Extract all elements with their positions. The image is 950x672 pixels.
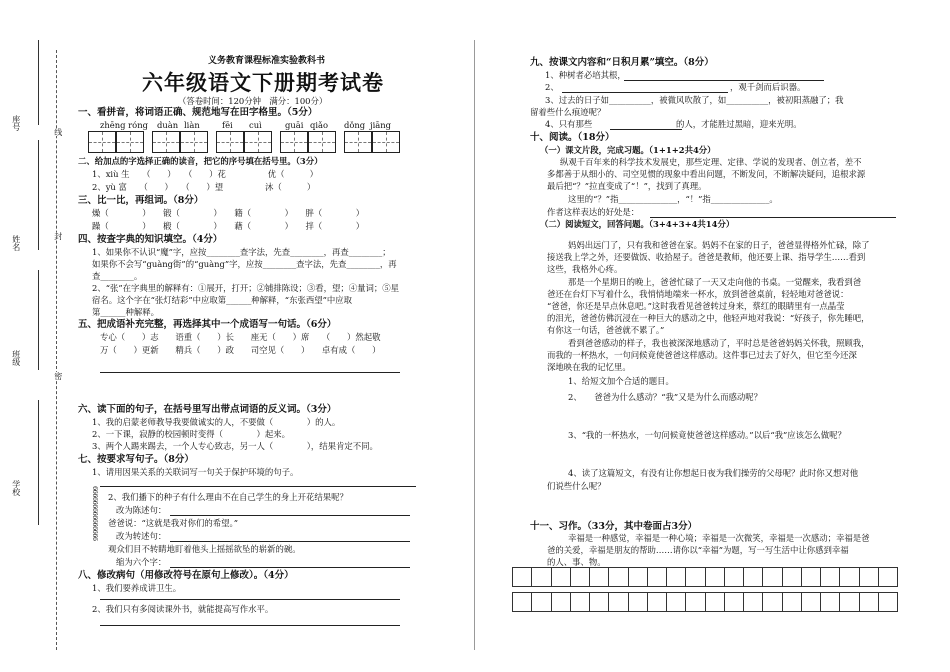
school-label: 学校 xyxy=(11,480,21,496)
q4-p4: 2、“张”在字典里的解释有：①展开，打开；②铺排陈设；③看，望；④量词；⑤星 xyxy=(92,283,400,293)
q10-qa: 1、给短文加个合适的题目。 xyxy=(568,376,674,386)
q10a-p3: 最后把“？”拉直变成了“！”，找到了真理。 xyxy=(547,181,707,191)
q4-p1: 1、如果你不认识“魔”字，应按________查字法，先查________，再查________； xyxy=(92,247,391,257)
q8-l2: 2、我们只有多阅读课外书，就能提高写作水平。 xyxy=(92,604,274,614)
q10b-heading: （二）阅读短文，回答问题。（3+4+3+4共14分） xyxy=(540,219,735,229)
q10-qc: 3、“我的一杯热水，一句问候竟使爸爸这样感动。”以后“我”应该怎么做呢？ xyxy=(568,430,846,440)
q5-heading: 五、把成语补充完整，再选择其中一个成语写一句话。（6分） xyxy=(78,319,337,330)
q4-p6: 第______种解释。 xyxy=(92,307,159,317)
q7-l7: 缩为六个字： xyxy=(116,557,167,567)
q10b-p1: 妈妈出远门了，只有我和爸爸在家。妈妈不在家的日子，爸爸显得格外忙碌，除了 xyxy=(568,240,870,250)
barcode-strip: 666666666666666 xyxy=(90,486,99,541)
pinyin-8: jiāng xyxy=(370,120,392,130)
q7-l1: 1、请用因果关系的关联词写一句关于保护环境的句子。 xyxy=(92,467,299,477)
q6-l3: 3、两个人踢来踢去，一个人专心致志，另一人（ ），结果肯定不同。 xyxy=(92,441,378,451)
q9-l5: 4、只有那些 的人，才能胜过黑暗，迎来光明。 xyxy=(545,119,802,129)
seal-seal-char: 封 xyxy=(53,232,63,240)
q9-blank-2[interactable] xyxy=(562,92,728,93)
q3-heading: 三、比一比，再组词。（8分） xyxy=(78,195,204,206)
q10a-p1: 纵观千百年来的科学技术发展史，那些定理、定律、学说的发现者、创立者，差不 xyxy=(560,157,862,167)
q10a-heading: （一）课文片段，完成习题。（1+1+2共4分） xyxy=(540,145,716,155)
q7-heading: 七、按要求写句子。（8分） xyxy=(78,454,194,465)
pinyin-7: dǒng xyxy=(344,120,366,130)
q7-l5: 改为转述句： xyxy=(116,531,167,541)
q9-blank-1[interactable] xyxy=(624,80,824,81)
school-line xyxy=(38,400,39,525)
seat-label: 座号 xyxy=(11,115,21,131)
pinyin-0: zhēng róng xyxy=(100,120,148,130)
seal-secret-char: 密 xyxy=(53,372,63,380)
exam-meta: （答卷时间：120分钟 满分：100分） xyxy=(178,96,328,106)
q7-answer-line-3[interactable] xyxy=(170,541,410,542)
q10a-answer-line[interactable] xyxy=(650,217,896,218)
pinyin-3: fēi xyxy=(222,120,233,130)
q4-p3: 查________。 xyxy=(92,271,143,281)
q10b-p5: 爸还在台灯下写着什么，我悄悄地端来一杯水，放到爸爸桌前，轻轻地对爸爸说： xyxy=(547,289,849,299)
q1-heading: 一、看拼音，将词语正确、规范地写在田字格里。（5分） xyxy=(78,107,318,118)
seat-line xyxy=(38,40,39,125)
seal-dash-line xyxy=(56,50,57,650)
q7-answer-line-2[interactable] xyxy=(170,515,410,516)
pinyin-4: cuì xyxy=(249,120,262,130)
pinyin-5: guāi xyxy=(285,120,304,130)
column-divider xyxy=(474,40,475,650)
q11-p1: 幸福是一种感觉，幸福是一种心境；幸福是一次微笑，幸福是一次感动；幸福是爸 xyxy=(568,533,870,543)
q10b-p2: 接送我上学之外，还要做饭、收拾屋子。爸爸是教师，他还要上课、指导学生……看到 xyxy=(547,252,866,262)
pinyin-2: liàn xyxy=(184,120,200,130)
q7-answer-line-1[interactable] xyxy=(100,486,416,487)
q8-l1: 1、我们要养成讲卫生。 xyxy=(92,583,182,593)
q5-answer-line[interactable] xyxy=(100,372,400,373)
q7-l3: 改为陈述句： xyxy=(116,505,167,515)
q10b-p8: 有你这一句话，爸爸就不累了。” xyxy=(547,325,665,335)
q3-line2: 躁（ ） 椴（ ） 藉（ ） 拌（ ） xyxy=(92,221,365,231)
q8-answer-line-1[interactable] xyxy=(100,599,400,600)
page-title: 六年级语文下册期考试卷 xyxy=(142,70,384,95)
q10b-p4: 那是一个星期日的晚上，爸爸忙碌了一天又走向他的书桌。一觉醒来，我看到爸 xyxy=(568,277,862,287)
q5-line2: 万（ ）更新 精兵（ ）政 司空见（ ） 卓有成（ ） xyxy=(100,345,381,355)
q10b-p11: 深地映在我的记忆里。 xyxy=(547,362,631,372)
q6-l2: 2、一下课，寂静的校园顿时变得（ ）起来。 xyxy=(92,429,290,439)
q9-l4: 留着些什么痕迹呢？ xyxy=(530,107,606,117)
q10b-p9: 看到爸爸感动的样子，我也被深深地感动了，平时总是爸爸妈妈关怀我，照顾我， xyxy=(568,338,870,348)
q11-p3: 的人、事、物。 xyxy=(547,557,606,567)
answer-grid-4[interactable] xyxy=(280,131,336,153)
q3-line1: 燥（ ） 锻（ ） 籍（ ） 胖（ ） xyxy=(92,208,365,218)
q10b-p6: “爸爸，你还是早点休息吧。”这时我看见爸爸转过身来，蔡红的眼睛里有一点晶莹 xyxy=(547,301,845,311)
q10a-p5: 作者这样表达的好处是： xyxy=(547,207,640,217)
seal-line-char: 线 xyxy=(53,128,63,136)
name-label: 姓名 xyxy=(11,235,21,251)
composition-grid-row-1[interactable] xyxy=(512,567,898,587)
q9-blank-3[interactable] xyxy=(610,129,682,130)
q7-l6: 观众们目不转睛地盯着他头上摇摇欲坠的崭新的碗。 xyxy=(108,544,301,554)
answer-grid-5[interactable] xyxy=(344,131,400,153)
q7-l2: 2、我们播下的种子有什么理由不在自己学生的身上开花结果呢？ xyxy=(108,492,348,502)
q10b-p10: 而我的一杯热水，一句问候竟使爸爸这样感动。这件事已过去了好久，但它至今还深 xyxy=(547,350,857,360)
q9-l1: 1、种树者必培其根， xyxy=(545,70,626,80)
class-label: 班级 xyxy=(11,350,21,366)
q10-qb: 2、 爸爸为什么感动？“我”又是为什么而感动呢？ xyxy=(568,392,762,402)
q8-answer-line-2[interactable] xyxy=(100,625,400,626)
q5-line1: 专心（ ）志 语重（ ）长 座无（ ）席 （ ）然起敬 xyxy=(100,332,381,342)
q11-heading: 十一、习作。（33分，其中卷面占3分） xyxy=(530,521,698,532)
q2-line2: 2、yù 富 （ ） （ ）望 沐（ ） xyxy=(92,182,316,192)
q10a-p2: 多都善于从细小的、司空见惯的现象中看出问题，不断发问，不断解决疑问，追根求源 xyxy=(547,169,866,179)
q9-heading: 九、按课文内容和“日积月累”填空。（8分） xyxy=(530,57,714,68)
q2-heading: 二、给加点的字选择正确的读音，把它的序号填在括号里。（3分） xyxy=(78,156,323,166)
pinyin-6: qiǎo xyxy=(310,120,329,130)
q7-answer-line-4[interactable] xyxy=(170,567,410,568)
q10-qd2: 们说些什么呢？ xyxy=(547,481,606,491)
q4-p2: 如果你不会写“guàng街”的“guàng”字，应按________查字法，先查________，再 xyxy=(92,259,397,269)
q6-l1: 1、我的启蒙老师教导我要做诚实的人，不要做（ ）的人。 xyxy=(92,417,341,427)
q2-line1: 1、xiù 生 （ ） （ ）花 优（ ） xyxy=(92,169,318,179)
series-line: 义务教育课程标准实验教科书 xyxy=(208,56,326,66)
name-line xyxy=(38,140,39,250)
q7-l4: 爸爸说：“这就是我对你们的希望。” xyxy=(108,518,238,528)
composition-grid-row-2[interactable] xyxy=(512,592,898,612)
q4-heading: 四、按查字典的知识填空。（4分） xyxy=(78,234,223,245)
q9-l2: 2、 xyxy=(545,82,559,92)
answer-grid-2[interactable] xyxy=(152,131,208,153)
answer-grid-3[interactable] xyxy=(216,131,272,153)
q10-heading: 十、阅读。（18分） xyxy=(530,132,615,143)
q8-heading: 八、修改病句（用修改符号在原句上修改）。（4分） xyxy=(78,570,294,581)
pinyin-1: duàn xyxy=(157,120,179,130)
q9-l2b: ，观千剑而后识器。 xyxy=(730,82,806,92)
q6-heading: 六、读下面的句子，在括号里写出带点词语的反义词。（3分） xyxy=(78,404,337,415)
q4-p5: 宿名。这个字在“张灯结彩”中应取第______种解释，“东张西望”中应取 xyxy=(92,295,352,305)
q10b-p3: 这些，我格外心疼。 xyxy=(547,264,623,274)
q11-p2: 爸的关爱，幸福是朋友的帮助……请你以“幸福”为题，写一写生活中让你感到幸福 xyxy=(547,545,849,555)
q10a-p4: 这里的“？”指______________，“！”指______________。 xyxy=(568,194,778,204)
q10b-p7: 的泪光，爸爸仿佛沉浸在一种巨大的感动之中，他轻声地对我说：“好孩子，你先睡吧， xyxy=(547,313,870,323)
class-line xyxy=(38,270,39,370)
answer-grid-1[interactable] xyxy=(88,131,144,153)
q10-qd: 4、读了这篇短文，有没有让你想起日夜为我们操劳的父母呢？此时你又想对他 xyxy=(568,468,859,478)
q9-l3: 3、过去的日子如__________，被微风吹散了，如__________，被初阳蒸融了；我 xyxy=(545,95,844,105)
